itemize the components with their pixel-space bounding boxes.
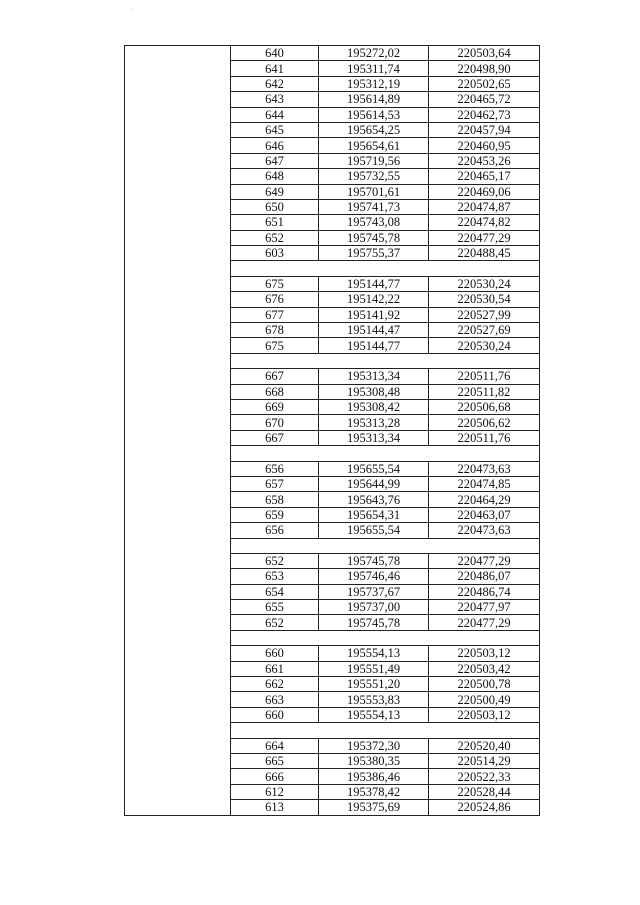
y-coordinate-cell: 220486,07 xyxy=(429,569,540,584)
point-number-cell: 613 xyxy=(231,800,319,815)
x-coordinate-cell: 195378,42 xyxy=(319,784,429,799)
point-number-cell: 649 xyxy=(231,184,319,199)
point-number-cell: 652 xyxy=(231,230,319,245)
y-coordinate-cell: 220500,49 xyxy=(429,692,540,707)
point-number-cell: 675 xyxy=(231,338,319,353)
y-coordinate-cell: 220506,62 xyxy=(429,415,540,430)
x-coordinate-cell: 195654,31 xyxy=(319,507,429,522)
y-coordinate-cell: 220502,65 xyxy=(429,76,540,91)
y-coordinate-cell: 220486,74 xyxy=(429,584,540,599)
point-number-cell: 667 xyxy=(231,369,319,384)
x-coordinate-cell: 195144,47 xyxy=(319,323,429,338)
x-coordinate-cell: 195272,02 xyxy=(319,46,429,61)
y-coordinate-cell: 220477,97 xyxy=(429,600,540,615)
x-coordinate-cell: 195614,89 xyxy=(319,92,429,107)
x-coordinate-cell: 195745,78 xyxy=(319,553,429,568)
y-coordinate-cell: 220462,73 xyxy=(429,107,540,122)
y-coordinate-cell: 220530,24 xyxy=(429,338,540,353)
point-number-cell: 641 xyxy=(231,61,319,76)
point-number-cell: 652 xyxy=(231,553,319,568)
y-coordinate-cell: 220473,63 xyxy=(429,461,540,476)
point-number-cell: 675 xyxy=(231,276,319,291)
separator-cell xyxy=(231,446,540,461)
y-coordinate-cell: 220527,99 xyxy=(429,307,540,322)
y-coordinate-cell: 220498,90 xyxy=(429,61,540,76)
x-coordinate-cell: 195311,74 xyxy=(319,61,429,76)
point-number-cell: 655 xyxy=(231,600,319,615)
x-coordinate-cell: 195312,19 xyxy=(319,76,429,91)
x-coordinate-cell: 195553,83 xyxy=(319,692,429,707)
point-number-cell: 667 xyxy=(231,430,319,445)
y-coordinate-cell: 220520,40 xyxy=(429,738,540,753)
y-coordinate-cell: 220527,69 xyxy=(429,323,540,338)
point-number-cell: 662 xyxy=(231,677,319,692)
y-coordinate-cell: 220506,68 xyxy=(429,399,540,414)
point-number-cell: 647 xyxy=(231,153,319,168)
y-coordinate-cell: 220514,29 xyxy=(429,753,540,768)
x-coordinate-cell: 195745,78 xyxy=(319,230,429,245)
x-coordinate-cell: 195654,61 xyxy=(319,138,429,153)
separator-cell xyxy=(231,723,540,738)
point-number-cell: 664 xyxy=(231,738,319,753)
y-coordinate-cell: 220474,82 xyxy=(429,215,540,230)
x-coordinate-cell: 195308,42 xyxy=(319,399,429,414)
point-number-cell: 668 xyxy=(231,384,319,399)
x-coordinate-cell: 195737,67 xyxy=(319,584,429,599)
point-number-cell: 678 xyxy=(231,323,319,338)
y-coordinate-cell: 220488,45 xyxy=(429,246,540,261)
x-coordinate-cell: 195372,30 xyxy=(319,738,429,753)
point-number-cell: 644 xyxy=(231,107,319,122)
y-coordinate-cell: 220463,07 xyxy=(429,507,540,522)
y-coordinate-cell: 220522,33 xyxy=(429,769,540,784)
point-number-cell: 666 xyxy=(231,769,319,784)
y-coordinate-cell: 220524,86 xyxy=(429,800,540,815)
y-coordinate-cell: 220511,82 xyxy=(429,384,540,399)
point-number-cell: 670 xyxy=(231,415,319,430)
x-coordinate-cell: 195380,35 xyxy=(319,753,429,768)
y-coordinate-cell: 220503,42 xyxy=(429,661,540,676)
point-number-cell: 640 xyxy=(231,46,319,61)
point-number-cell: 656 xyxy=(231,461,319,476)
point-number-cell: 658 xyxy=(231,492,319,507)
x-coordinate-cell: 195554,13 xyxy=(319,707,429,722)
point-number-cell: 650 xyxy=(231,199,319,214)
point-number-cell: 651 xyxy=(231,215,319,230)
x-coordinate-cell: 195554,13 xyxy=(319,646,429,661)
x-coordinate-cell: 195732,55 xyxy=(319,169,429,184)
point-number-cell: 665 xyxy=(231,753,319,768)
x-coordinate-cell: 195737,00 xyxy=(319,600,429,615)
x-coordinate-cell: 195144,77 xyxy=(319,338,429,353)
point-number-cell: 659 xyxy=(231,507,319,522)
x-coordinate-cell: 195743,08 xyxy=(319,215,429,230)
page-mark: · xyxy=(131,6,134,14)
y-coordinate-cell: 220473,63 xyxy=(429,523,540,538)
x-coordinate-cell: 195142,22 xyxy=(319,292,429,307)
coordinates-table-body xyxy=(125,46,540,816)
x-coordinate-cell: 195655,54 xyxy=(319,523,429,538)
x-coordinate-cell: 195551,20 xyxy=(319,677,429,692)
x-coordinate-cell: 195313,34 xyxy=(319,369,429,384)
y-coordinate-cell: 220511,76 xyxy=(429,369,540,384)
y-coordinate-cell: 220474,87 xyxy=(429,199,540,214)
x-coordinate-cell: 195643,76 xyxy=(319,492,429,507)
y-coordinate-cell: 220511,76 xyxy=(429,430,540,445)
x-coordinate-cell: 195313,34 xyxy=(319,430,429,445)
y-coordinate-cell: 220503,12 xyxy=(429,707,540,722)
separator-cell xyxy=(231,538,540,553)
coordinates-table xyxy=(124,45,540,816)
point-number-cell: 643 xyxy=(231,92,319,107)
y-coordinate-cell: 220474,85 xyxy=(429,476,540,491)
point-number-cell: 660 xyxy=(231,646,319,661)
x-coordinate-cell: 195701,61 xyxy=(319,184,429,199)
x-coordinate-cell: 195655,54 xyxy=(319,461,429,476)
x-coordinate-cell: 195745,78 xyxy=(319,615,429,630)
table-row xyxy=(125,46,540,61)
point-number-cell: 661 xyxy=(231,661,319,676)
point-number-cell: 646 xyxy=(231,138,319,153)
x-coordinate-cell: 195551,49 xyxy=(319,661,429,676)
point-number-cell: 656 xyxy=(231,523,319,538)
point-number-cell: 663 xyxy=(231,692,319,707)
y-coordinate-cell: 220530,24 xyxy=(429,276,540,291)
x-coordinate-cell: 195755,37 xyxy=(319,246,429,261)
separator-cell xyxy=(231,353,540,368)
point-number-cell: 677 xyxy=(231,307,319,322)
y-coordinate-cell: 220460,95 xyxy=(429,138,540,153)
x-coordinate-cell: 195375,69 xyxy=(319,800,429,815)
separator-cell xyxy=(231,630,540,645)
y-coordinate-cell: 220469,06 xyxy=(429,184,540,199)
y-coordinate-cell: 220465,17 xyxy=(429,169,540,184)
section-label-cell xyxy=(125,46,231,816)
x-coordinate-cell: 195741,73 xyxy=(319,199,429,214)
x-coordinate-cell: 195746,46 xyxy=(319,569,429,584)
y-coordinate-cell: 220503,64 xyxy=(429,46,540,61)
point-number-cell: 657 xyxy=(231,476,319,491)
y-coordinate-cell: 220457,94 xyxy=(429,122,540,137)
y-coordinate-cell: 220477,29 xyxy=(429,615,540,630)
point-number-cell: 669 xyxy=(231,399,319,414)
x-coordinate-cell: 195644,99 xyxy=(319,476,429,491)
x-coordinate-cell: 195141,92 xyxy=(319,307,429,322)
separator-cell xyxy=(231,261,540,276)
y-coordinate-cell: 220465,72 xyxy=(429,92,540,107)
x-coordinate-cell: 195386,46 xyxy=(319,769,429,784)
x-coordinate-cell: 195144,77 xyxy=(319,276,429,291)
point-number-cell: 653 xyxy=(231,569,319,584)
x-coordinate-cell: 195308,48 xyxy=(319,384,429,399)
point-number-cell: 676 xyxy=(231,292,319,307)
point-number-cell: 652 xyxy=(231,615,319,630)
x-coordinate-cell: 195313,28 xyxy=(319,415,429,430)
point-number-cell: 660 xyxy=(231,707,319,722)
x-coordinate-cell: 195654,25 xyxy=(319,122,429,137)
y-coordinate-cell: 220530,54 xyxy=(429,292,540,307)
x-coordinate-cell: 195614,53 xyxy=(319,107,429,122)
point-number-cell: 645 xyxy=(231,122,319,137)
y-coordinate-cell: 220477,29 xyxy=(429,553,540,568)
point-number-cell: 612 xyxy=(231,784,319,799)
y-coordinate-cell: 220477,29 xyxy=(429,230,540,245)
x-coordinate-cell: 195719,56 xyxy=(319,153,429,168)
y-coordinate-cell: 220500,78 xyxy=(429,677,540,692)
point-number-cell: 648 xyxy=(231,169,319,184)
point-number-cell: 642 xyxy=(231,76,319,91)
y-coordinate-cell: 220464,29 xyxy=(429,492,540,507)
point-number-cell: 603 xyxy=(231,246,319,261)
y-coordinate-cell: 220503,12 xyxy=(429,646,540,661)
y-coordinate-cell: 220453,26 xyxy=(429,153,540,168)
point-number-cell: 654 xyxy=(231,584,319,599)
y-coordinate-cell: 220528,44 xyxy=(429,784,540,799)
